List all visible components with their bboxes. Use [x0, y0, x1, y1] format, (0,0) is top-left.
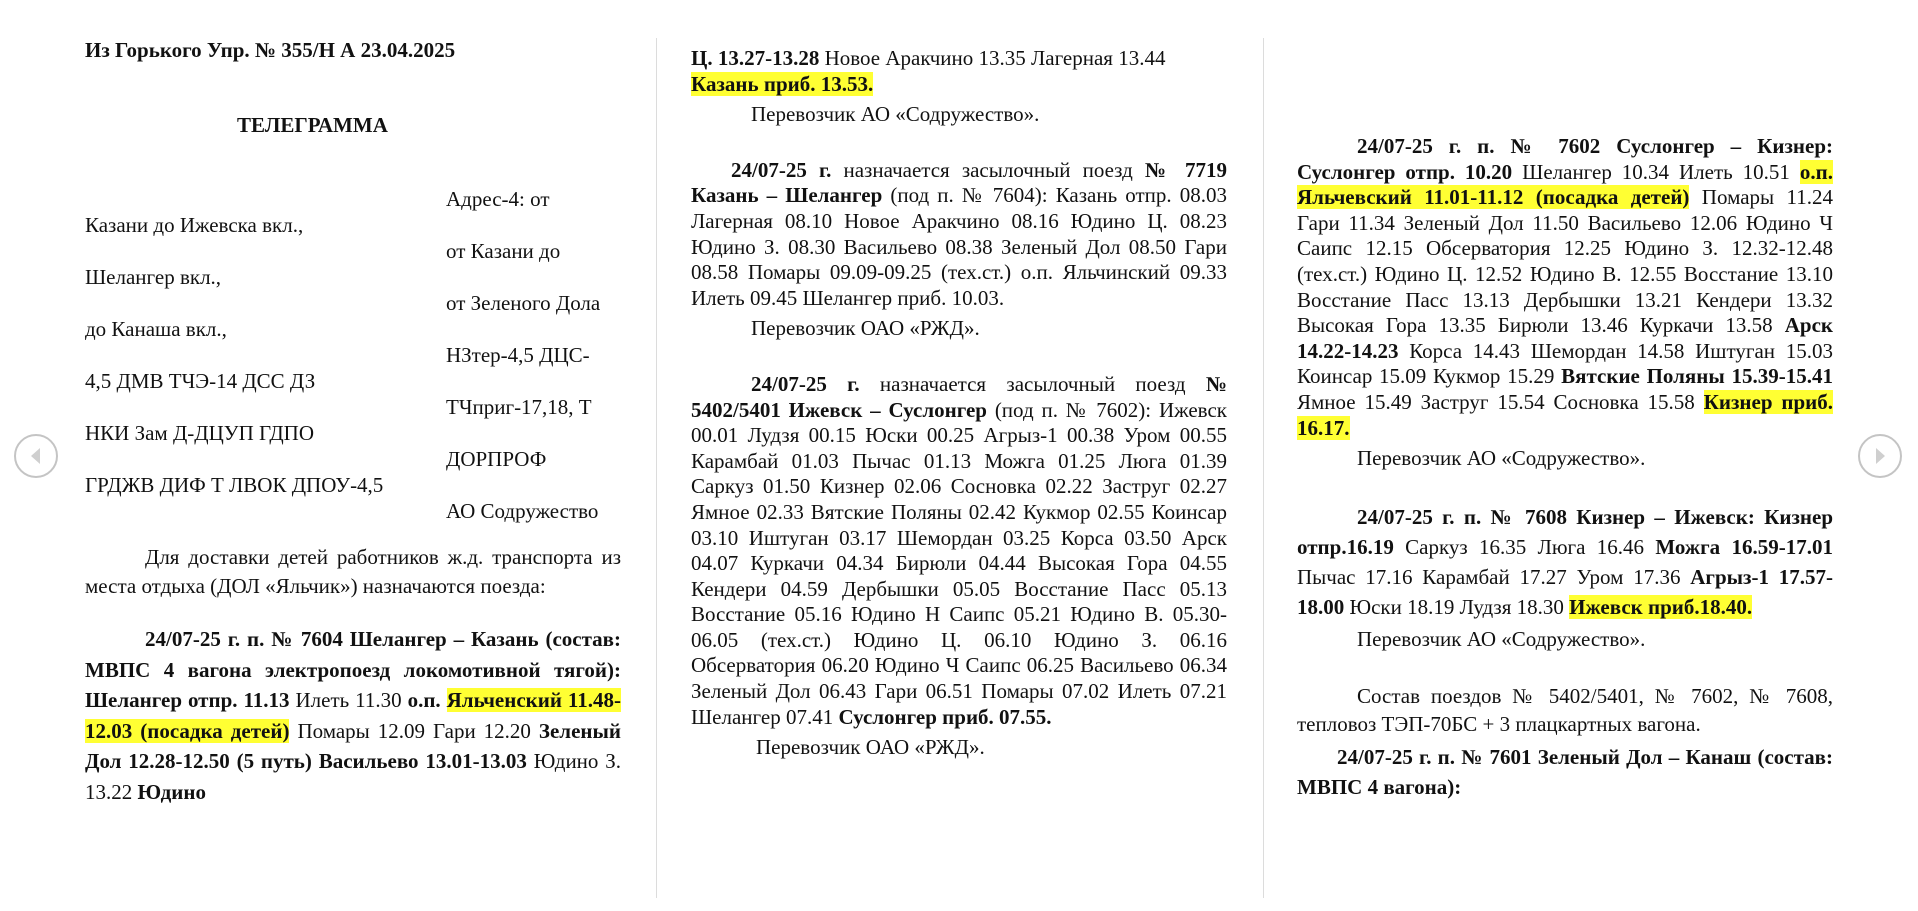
chevron-left-icon — [27, 445, 45, 467]
train-7719-paragraph — [691, 158, 1227, 312]
train-7604-continuation — [691, 46, 1227, 97]
carrier-line: Перевозчик АО «Содружество». — [1357, 626, 1646, 651]
schedule-text: назначается засылочный поезд — [859, 371, 1206, 396]
schedule-text: Юдино З. 13.22 — [85, 749, 622, 804]
schedule-bold: Суслонгер приб. 07.55. — [838, 704, 1052, 729]
page-column-2 — [691, 36, 1227, 761]
address-line: ТЧприг-17,18, Т — [446, 395, 592, 420]
schedule-text: Пычас 17.16 Карамбай 17.27 Уром 17.36 — [1297, 564, 1691, 589]
page-divider-2 — [1263, 38, 1264, 898]
schedule-bold: Можга 16.59-17.01 — [1655, 534, 1833, 559]
address-line: Казани до Ижевска вкл., — [85, 213, 304, 238]
schedule-bold: № 7719 Казань – Шелангер — [691, 157, 1227, 208]
train-7602-paragraph — [1297, 134, 1833, 441]
address-line: АО Содружество — [446, 499, 599, 524]
schedule-text: (под п. № 7602): Ижевск 00.01 Лудзя 00.15 Юски 00.25 Агрыз-1 00.38 Уром 00.55 Карамбай 01.03 Пычас 01.13 Можга 01.25 Люга 01.39 Саркуз 01.50 Кизнер 02.06 Сосновка 02.22 Заструг 02.27 Ямное 02.33 Вятские Поляны 02.42 Кукмор 02.55 Коинсар 03.10 Иштуган 03.17 Шемордан 03.25 Корса 03.50 Арск 04.07 Куркачи 04.34 Бирюли 04.44 Высокая Гора 04.55 Кендери 04.59 Дербышки 05.05 Восстание Пасс 05.13 Восстание 05.16 Юдино Н Саипс 05.21 Юдино В. 05.30-06.05 (тех.ст.) Юдино Ц. 06.10 Юдино З. 06.16 Обсерватория 06.20 Юдино Ч Саипс 06.25 Васильево 06.34 Зеленый Дол 06.43 Гари 06.51 Помары 07.02 Илеть 07.21 Шелангер 07.41 — [691, 397, 1227, 729]
train-7604-paragraph — [85, 624, 621, 807]
schedule-text: Ямное 15.49 Заструг 15.54 Сосновка 15.58 — [1297, 389, 1704, 414]
schedule-text: Юски 18.19 Лудзя 18.30 — [1344, 594, 1570, 619]
schedule-text: Корса 14.43 Шемордан 14.58 Иштуган 15.03 Коинсар 15.09 Кукмор 15.29 — [1297, 338, 1833, 389]
train-5402-paragraph — [691, 372, 1227, 730]
carrier-line: Перевозчик АО «Содружество». — [1357, 446, 1646, 471]
schedule-text: Помары 11.24 Гари 11.34 Зеленый Дол 11.50 Васильево 12.06 Юдино Ч Саипс 12.15 Обсерватория 12.25 Юдино З. 12.32-12.48 (тех.ст.) Юдино Ц. 12.52 Юдино В. 12.55 Восстание 13.10 Восстание Пасс 13.13 Дербышки 13.21 Кендери 13.32 Высокая Гора 13.35 Бирюли 13.46 Куркачи 13.58 — [1297, 185, 1834, 338]
address-line: ГРДЖВ ДИФ Т ЛВОК ДПОУ-4,5 — [85, 473, 384, 498]
train-7601-heading: 24/07-25 г. п. № 7601 Зеленый Дол – Канаш (состав: МВПС 4 вагона): — [1297, 745, 1833, 800]
schedule-text: Помары 12.09 Гари 12.20 — [289, 718, 539, 743]
address-block — [85, 173, 621, 524]
next-page-button[interactable] — [1858, 434, 1902, 478]
schedule-bold: Юдино — [137, 779, 206, 804]
train-7608-paragraph — [1297, 502, 1833, 622]
schedule-bold: 24/07-25 г. — [751, 371, 860, 396]
highlight-boarding: о.п. Яльчевский 11.01-11.12 (посадка детей) — [1297, 159, 1834, 210]
schedule-bold: Зеленый Дол 12.28-12.50 (5 путь) Васильево 13.01-13.03 — [85, 718, 621, 774]
address-line: от Казани до — [446, 239, 561, 264]
carrier-line: Перевозчик ОАО «РЖД». — [756, 735, 985, 760]
address-line: НЗтер-4,5 ДЦС- — [446, 343, 590, 368]
address-line: Адрес-4: от — [446, 187, 550, 212]
schedule-bold: Агрыз-1 17.57-18.00 — [1297, 564, 1834, 619]
chevron-right-icon — [1871, 445, 1889, 467]
address-line: от Зеленого Дола — [446, 291, 601, 316]
address-line: до Канаша вкл., — [85, 317, 227, 342]
schedule-bold: Арск 14.22-14.23 — [1297, 313, 1833, 363]
intro-paragraph: Для доставки детей работников ж.д. транспорта из места отдыха (ДОЛ «Яльчик») назначаются поезда: — [85, 545, 621, 599]
schedule-bold: 24/07-25 г. п. № 7602 Суслонгер – Кизнер: Суслонгер отпр. 10.20 — [1297, 134, 1833, 184]
address-line: НКИ Зам Д-ДЦУП ГДПО — [85, 421, 315, 446]
train-7604-head: 24/07-25 г. п. № 7604 Шелангер – Казань (состав: МВПС 4 вагона электропоезд локомотивной тягой): Шелангер отпр. 11.13 — [85, 627, 621, 713]
schedule-bold: 24/07-25 г. — [731, 157, 832, 182]
address-line: 4,5 ДМВ ТЧЭ-14 ДСС ДЗ — [85, 369, 316, 394]
schedule-text: (под п. № 7604): Казань отпр. 08.03 Лагерная 08.10 Новое Аракчино 08.16 Юдино Ц. 08.23 Юдино З. 08.30 Васильево 08.38 Зеленый Дол 08.50 Гари 08.58 Помары 09.09-09.25 (тех.ст.) о.п. Яльчинский 09.33 Илеть 09.45 Шелангер приб. 10.03. — [691, 183, 1227, 310]
page-divider-1 — [656, 38, 657, 898]
document-header: Из Горького Упр. № 355/Н А 23.04.2025 — [85, 38, 456, 62]
address-line: ДОРПРОФ — [446, 447, 547, 472]
highlight-arrival: Кизнер приб. 16.17. — [1297, 389, 1833, 440]
schedule-bold: 24/07-25 г. п. № 7608 Кизнер – Ижевск: Кизнер отпр.16.19 — [1297, 504, 1833, 559]
address-line: Шелангер вкл., — [85, 265, 222, 290]
composition-paragraph: Состав поездов № 5402/5401, № 7602, № 7608, тепловоз ТЭП-70БС + 3 плацкартных вагона. — [1297, 684, 1833, 737]
highlight-arrival: Ижевск приб.18.40. — [1569, 594, 1753, 619]
schedule-text: Шелангер 10.34 Илеть 10.51 — [1512, 159, 1790, 184]
page-column-1 — [85, 36, 621, 807]
schedule-bold: № 5402/5401 Ижевск – Суслонгер — [691, 371, 1227, 422]
page-column-3 — [1297, 36, 1833, 802]
schedule-text: Илеть 11.30 — [289, 688, 408, 713]
schedule-bold: Ц. 13.27-13.28 — [691, 46, 820, 70]
highlight-arrival: Казань приб. 13.53. — [691, 71, 874, 96]
address-left — [85, 199, 440, 511]
address-right — [446, 173, 626, 537]
carrier-line: Перевозчик ОАО «РЖД». — [751, 316, 980, 341]
schedule-bold: Вятские Поляны 15.39-15.41 — [1561, 364, 1833, 389]
document-title: ТЕЛЕГРАММА — [237, 112, 388, 137]
prev-page-button[interactable] — [14, 434, 58, 478]
schedule-text: назначается засылочный поезд — [831, 157, 1145, 182]
schedule-text: Саркуз 16.35 Люга 16.46 — [1393, 534, 1656, 559]
carrier-line: Перевозчик АО «Содружество». — [751, 102, 1040, 127]
highlight-boarding: Яльченский 11.48-12.03 (посадка детей) — [85, 688, 622, 743]
schedule-text: Новое Аракчино 13.35 Лагерная 13.44 — [819, 46, 1166, 70]
schedule-bold: о.п. — [407, 688, 441, 713]
